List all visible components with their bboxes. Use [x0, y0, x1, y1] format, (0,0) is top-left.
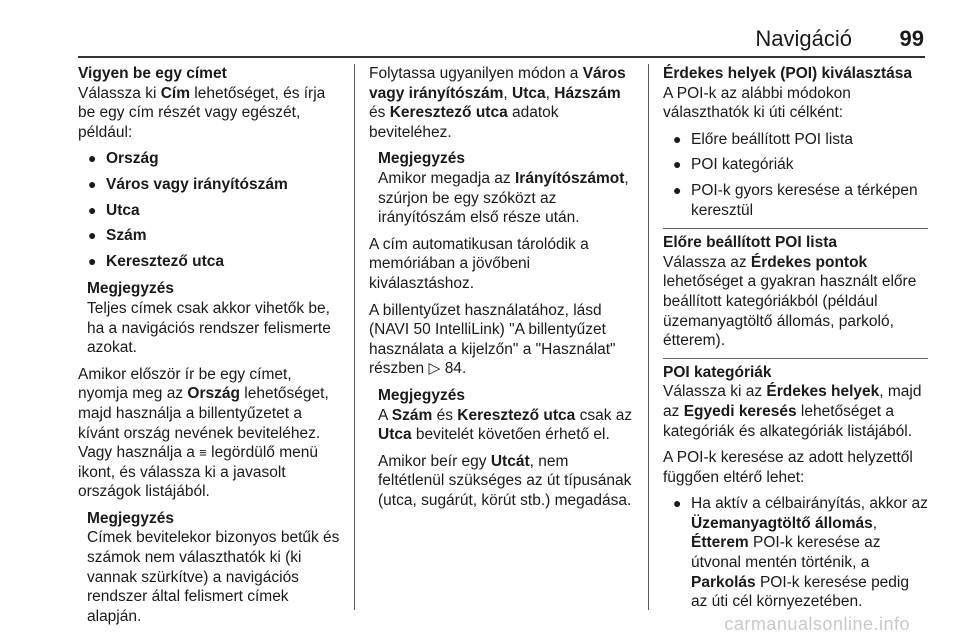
section — [663, 228, 928, 351]
chapter-title: Navigáció — [755, 26, 852, 51]
section-heading: POI kategóriák — [663, 363, 772, 381]
list-item: ● POI-k gyors keresése a térképen keresztül — [673, 181, 918, 219]
column-divider — [648, 64, 649, 610]
paragraph: Válassza ki Cím lehetőséget, és írja be egy cím részét vagy egészét, például: — [78, 84, 326, 141]
column-2 — [369, 64, 634, 517]
column-divider — [354, 64, 355, 610]
note: Megjegyzés A Szám és Keresztező utca csak az Utca bevitelét követően érhető el. Amikor beír egy Utcát, nem feltétlenül szükséges az út típusának (utca, sugárút, körút stb.) megadása. — [378, 386, 633, 509]
paragraph: Válassza ki az Érdekes helyek, majd az Egyedi keresés lehetőséget a kategóriák és alkategóriák listájából. — [663, 383, 922, 440]
dropdown-menu-icon: ≡ — [199, 445, 207, 461]
note: Megjegyzés Címek bevitelekor bizonyos betűk és számok nem választhatók ki (ki vannak szürkítve) a navigációs rendszer által felismert címek alapján. — [87, 509, 340, 625]
header-rule — [78, 56, 925, 58]
bullet-list — [78, 149, 340, 271]
page-number: 99 — [899, 26, 924, 51]
column-1 — [78, 64, 340, 633]
list-item: ● Ha aktív a célbairányítás, akkor az Üzemanyagtöltő állomás, Étterem POI-k keresése az útvonal mentén történik, a Parkolás POI-k keresése pedig az úti cél környezetében. — [673, 495, 928, 611]
list-item: ● Város vagy irányítószám — [88, 175, 288, 193]
note: Megjegyzés Amikor megadja az Irányítószámot, szúrjon be egy szóközt az irányítószám első része után. — [378, 150, 629, 227]
section-heading: Vigyen be egy címet — [78, 65, 227, 82]
column-3 — [663, 64, 928, 620]
page-reference-icon: ▷ — [428, 360, 445, 378]
section-heading: Érdekes helyek (POI) kiválasztása — [663, 65, 913, 82]
list-item: ● Ország — [88, 150, 159, 168]
list-item: ● Utca — [88, 201, 140, 219]
list-item: ● Előre beállított POI lista — [673, 130, 853, 148]
watermark: carmanualsonline.info — [724, 614, 910, 634]
paragraph: A POI-k keresése az adott helyzettől függően eltérő lehet: — [663, 449, 913, 486]
list-item: ● Szám — [88, 227, 147, 245]
paragraph: Válassza az Érdekes pontok lehetőséget a gyakran használt előre beállított kategóriákból (például üzemanyagtöltő állomás, parkoló, étterem). — [663, 253, 917, 350]
list-item: ● Keresztező utca — [88, 252, 225, 270]
page-header — [0, 0, 960, 56]
paragraph: Amikor először ír be egy címet, nyomja meg az Ország lehetőséget, majd használja a billentyűzetet a kívánt ország nevének beviteléhez. Vagy használja a ≡ legördülő menü ikont, és válassza ki a javasolt országok listájából. — [78, 365, 329, 501]
section-heading: Előre beállított POI lista — [663, 234, 837, 252]
paragraph: A POI-k az alábbi módokon választhatók ki úti célként: — [663, 84, 851, 122]
section — [663, 64, 928, 220]
list-item: ● POI kategóriák — [673, 156, 794, 174]
section — [663, 358, 928, 612]
bullet-list — [663, 494, 928, 612]
paragraph: Folytassa ugyanilyen módon a Város vagy irányítószám, Utca, Házszám és Keresztező utca adatok beviteléhez. — [369, 65, 626, 141]
page-reference: 84 — [444, 360, 462, 378]
note: Megjegyzés Teljes címek csak akkor vihetők be, ha a navigációs rendszer felismerte azokat. — [87, 280, 331, 357]
paragraph: A billentyűzet használatához, lásd (NAVI 50 IntelliLink) "A billentyűzet használata a kijelzőn" a "Használat" részben ▷ 84. — [369, 301, 616, 378]
bullet-list — [663, 130, 928, 220]
paragraph: A cím automatikusan tárolódik a memóriában a jövőbeni kiválasztáshoz. — [369, 235, 589, 292]
